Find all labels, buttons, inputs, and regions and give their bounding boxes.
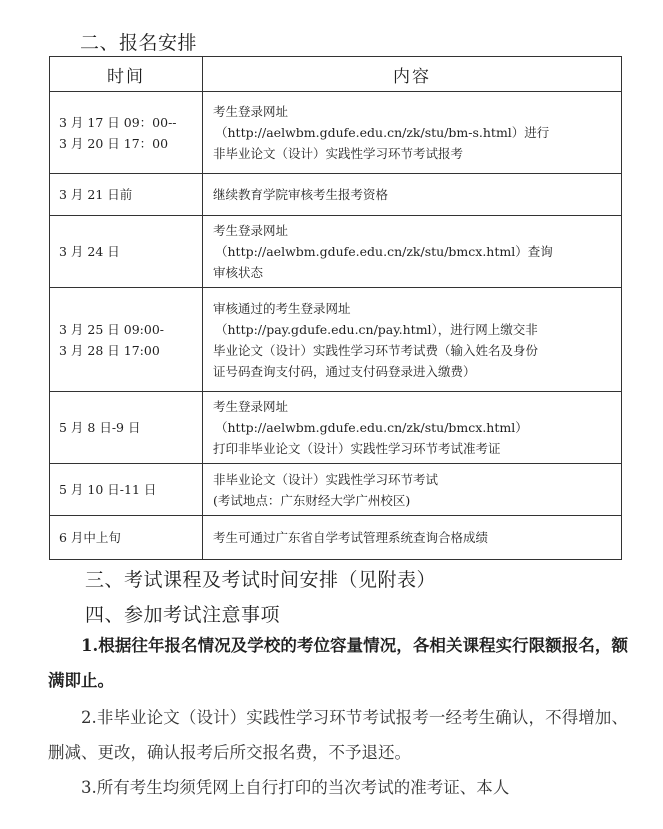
column-header-time: 时间 [50,57,203,92]
table-row [50,516,622,560]
notice-paragraph-2: 2.非毕业论文（设计）实践性学习环节考试报考一经考生确认，不得增加、删减、更改，确认报考后所交报名费，不予退还。 [48,708,628,762]
time-line: 3 月 20 日 17：00 [59,135,169,151]
payment-url-text: （http://pay.gdufe.edu.cn/pay.html），进行网上缴交非 [215,321,538,337]
content-cell [203,174,622,216]
time-line: 5 月 10 日-11 日 [59,482,157,497]
table-row [50,464,622,516]
column-header-content: 内容 [203,57,622,92]
time-line: 6 月中上旬 [59,530,121,545]
table-row [50,174,622,216]
content-line: 考生登录网址 [213,104,289,119]
notice-paragraph-1: 1.根据往年报名情况及学校的考位容量情况，各相关课程实行限额报名，额满即止。 [48,636,628,690]
content-line: 打印非毕业论文（设计）实践性学习环节考试准考证 [213,441,501,456]
time-line: 5 月 8 日-9 日 [59,420,141,435]
exam-location-text: (考试地点：广东财经大学广州校区) [213,492,411,508]
table-row [50,216,622,288]
content-line: 考生可通过广东省自学考试管理系统查询合格成绩 [213,530,489,545]
section-heading-exam-notes: 四、参加考试注意事项 [85,604,281,626]
time-cell [50,288,203,392]
content-line: 非毕业论文（设计）实践性学习环节考试报考 [213,146,464,161]
time-cell [50,92,203,174]
content-cell [203,464,622,516]
content-line: 继续教育学院审核考生报考资格 [213,187,389,202]
content-line: 毕业论文（设计）实践性学习环节考试费（输入姓名及身份 [213,342,539,358]
table-header-row [50,57,622,92]
content-cell [203,216,622,288]
time-line: 3 月 25 日 09:00- [59,321,164,337]
content-line: 审核通过的考生登录网址 [213,300,351,316]
content-cell [203,516,622,560]
content-line: 审核状态 [213,265,264,280]
time-line: 3 月 24 日 [59,244,120,259]
content-cell [203,288,622,392]
notice-paragraph-3: 3.所有考生均须凭网上自行打印的当次考试的准考证、本人 [81,778,510,797]
time-cell [50,516,203,560]
time-cell [50,174,203,216]
time-line: 3 月 21 日前 [59,187,133,202]
time-line: 3 月 28 日 17:00 [59,342,160,358]
content-cell [203,92,622,174]
content-line: 考生登录网址 [213,223,289,238]
time-line: 3 月 17 日 09：00-- [59,114,177,130]
content-cell [203,392,622,464]
table-row [50,288,622,392]
section-heading-exam-schedule: 三、考试课程及考试时间安排（见附表） [85,569,437,591]
table-row [50,392,622,464]
registration-schedule-table [49,56,622,560]
time-cell [50,392,203,464]
section-heading-registration: 二、报名安排 [80,32,198,54]
time-cell [50,216,203,288]
content-line: 非毕业论文（设计）实践性学习环节考试 [213,471,439,487]
table-row [50,92,622,174]
admission-url-text: （http://aelwbm.gdufe.edu.cn/zk/stu/bmcx.html） [215,420,528,435]
registration-url-text: （http://aelwbm.gdufe.edu.cn/zk/stu/bm-s.html）进行 [215,125,550,140]
content-line: 考生登录网址 [213,399,289,414]
content-line: 证号码查询支付码，通过支付码登录进入缴费） [213,363,476,379]
query-url-text: （http://aelwbm.gdufe.edu.cn/zk/stu/bmcx.html）查询 [215,244,553,259]
time-cell [50,464,203,516]
